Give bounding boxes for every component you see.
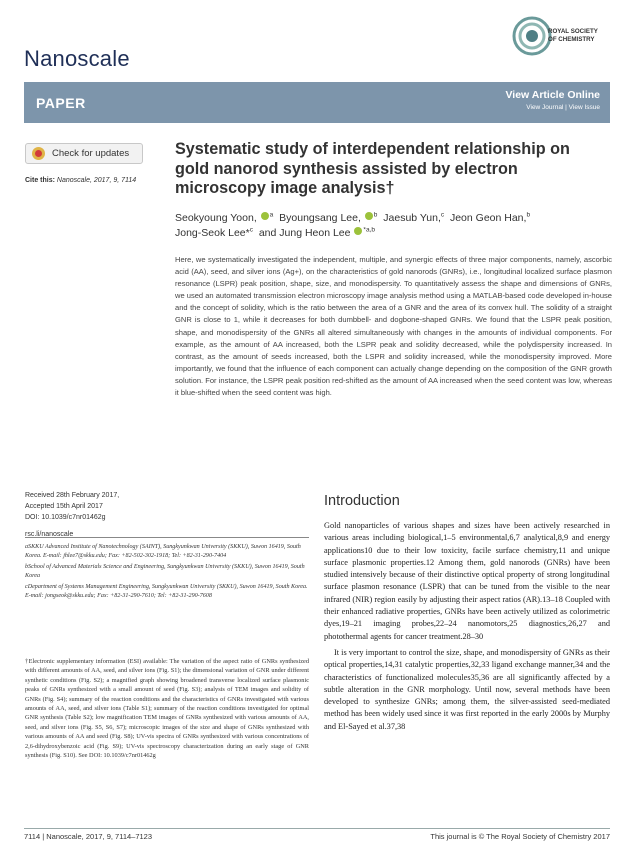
check-updates-label: Check for updates	[52, 148, 130, 159]
orcid-icon[interactable]	[354, 227, 362, 235]
abstract: Here, we systematically investigated the independent, multiple, and synergic effects of three major components, namely, ascorbic acid (AA), seed, and silver ions (Ag+), on the characteristics of gold nanorods (GNRs), i.e., longitudinal localized surface plasmon resonance (LSPR) peak position, shape, size, and monodispersity. To quantitatively assess the shape and dimensions of GNRs, we used an automated transmission electron microscopy image analysis method using a MATLAB-based code developed in-house and the concept of solidity, which is the ratio between the area of a GNR and the area of its convex hull. The solidity of a straight GNR is close to 1, while it decreases for both dumbbell- and dogbone-shaped GNRs. We found that the LSPR peak position, shape, and monodispersity of the GNRs all altered simultaneously with changes in the amounts of individual components. For example, as the amount of AA increased, both the LSPR peak and solidity decreased, while the polydispersity increased. In contrast, as the amount of seeds increased, both the LSPR and solidity increased, while the monodispersity improved. More importantly, we found that the influence of each component can actually change depending on the composition of the GNR growth solution. For instance, the LSPR peak position red-shifted as the amount of AA increased when the seed content was low, whereas it blue-shifted when the seed content was high.	[175, 255, 612, 398]
affiliations	[25, 543, 309, 604]
rsc-link[interactable]: rsc.li/nanoscale	[25, 531, 74, 538]
view-journal-issue-links[interactable]: View Journal | View Issue	[526, 104, 600, 111]
author: Jong-Seok Lee*$^c$	[175, 226, 253, 239]
paper-banner	[24, 82, 610, 123]
accepted-date: Accepted 15th April 2017	[25, 503, 103, 510]
logo-line-2: OF CHEMISTRY	[548, 36, 595, 43]
author-list	[175, 211, 605, 241]
footer-rule	[24, 828, 610, 829]
section-label: PAPER	[36, 95, 86, 111]
check-for-updates-button[interactable]	[25, 143, 143, 164]
orcid-icon[interactable]	[261, 212, 269, 220]
esi-footnote: †Electronic supplementary information (ESI) available: The variation of the aspect ratio of GNRs synthesized with different amounts of AA, seed, and silver ions (Fig. S1); the dimensional variation of GNR under different synthetic conditions (Fig. S2); a magnified graph showing broadened transverse localized surface plasmonic peaks of GNRs synthesized with a small amount of seed (Fig. S3); analysis of TEM images and solidity of GNRs (Fig. S4); summary of the reaction conditions and the characteristics of GNRs investigated with various amounts of AA, seed, and silver ions (Table S1); summary of the reaction conditions investigated for optimal GNR synthesis (Table S2); low magnification TEM images of GNRs synthesized with various amounts of AA, seed, and silver ions (Fig. S5, S6, S7); microscopic images of the size and shape of GNRs synthesized with various amounts of AA and seed (Fig. S8); UV-vis spectra of GNRs synthesized with various concentrations of 2,6-dihydroxybenzoic acid (Fig. S9); UV-vis spectroscopy characterization during an early stage of GNR synthesis (Fig. S10). See DOI: 10.1039/c7nr01462g	[25, 658, 309, 760]
author: Jeon Geon Han,$^b$	[449, 211, 531, 224]
article-history	[25, 490, 119, 540]
intro-paragraph-2: It is very important to control the size, shape, and monodispersity of GNRs as their optical properties,14,31 catalytic properties,32,33 ligand exchange manner,34 and the characteristics of functionalized molecules35,36 are all significantly affected by a subtle alteration in the GNR morphology. Until now, several methods have been developed to synthesize GNRs; among them, the silver-assisted seed-mediated method has been widely used since it was first reported in the early 2000s by Murphy and El-Sayed et al.37,38	[324, 647, 610, 731]
cite-label: Cite this:	[25, 177, 55, 184]
orcid-icon[interactable]	[365, 212, 373, 220]
doi[interactable]: DOI: 10.1039/c7nr01462g	[25, 514, 106, 521]
author: Jaesub Yun,$^c$	[383, 211, 445, 224]
intro-paragraph-1: Gold nanoparticles of various shapes and sizes have been actively researched in various areas including biological,1–5 environmental,6,7 analytical,8,9 and energy applications10 due to their low toxicity, facile surface chemistry,11 and unique surface plasmonic properties.12 Among them, gold nanorods (GNRs) have been studied intensively because of their distinctive optical property of strong longitudinal surface plasmon resonance (LSPR) that can be tuned from the visible to the near infrared (NIR) region easily by adjusting their aspect ratios (AR).13–18 Coupled with their enhanced radiative properties, GNRs have been actively utilized as colorimetric dyes,19–21 imaging probes,22–24 nanomotors,25 diagnostics,26,27 and photothermal agents for cancer treatment.28–30	[324, 521, 610, 641]
footer-copyright: This journal is © The Royal Society of Chemistry 2017	[430, 832, 610, 841]
journal-name: Nanoscale	[24, 46, 130, 71]
footer-citation: 7114 | Nanoscale, 2017, 9, 7114–7123	[24, 832, 153, 841]
author: Byoungsang Lee, $^b$	[279, 211, 378, 224]
introduction-heading: Introduction	[324, 493, 400, 509]
introduction-body	[324, 520, 610, 733]
author: and Jung Heon Lee $^{*a,b}$	[258, 226, 375, 239]
article-title: Systematic study of interdependent relationship on gold nanorod synthesis assisted by electron microscopy image analysis†	[175, 140, 570, 197]
received-date: Received 28th February 2017,	[25, 492, 120, 499]
cite-this	[25, 177, 136, 184]
affiliation-a: aSKKU Advanced Institute of Nanotechnology (SAINT), Sungkyunkwan University (SKKU), Suwon 16419, South Korea. E-mail: jhlee7@skku.edu; Fax: +82-502-302-1918; Tel: +82-31-290-7404	[25, 544, 301, 559]
author: Seokyoung Yoon, $^a$	[175, 211, 274, 224]
affiliation-c: cDepartment of Systems Management Engineering, Sungkyunkwan University (SKKU), Suwon 16419, South Korea. E-mail: jongseok@skku.edu; Fax: +82-31-290-7610; Tel: +82-31-290-7608	[25, 584, 308, 599]
cite-text: Nanoscale, 2017, 9, 7114	[56, 177, 137, 184]
footnote-divider	[25, 537, 309, 538]
affiliation-b: bSchool of Advanced Materials Science and Engineering, Sungkyunkwan University (SKKU), Suwon 16419, South Korea	[25, 564, 305, 579]
rsc-emblem-icon	[512, 10, 552, 62]
view-article-online-link[interactable]: View Article Online	[505, 89, 600, 101]
crossmark-icon	[32, 147, 45, 160]
logo-line-1: ROYAL SOCIETY	[548, 28, 598, 35]
rsc-logo	[512, 6, 612, 68]
